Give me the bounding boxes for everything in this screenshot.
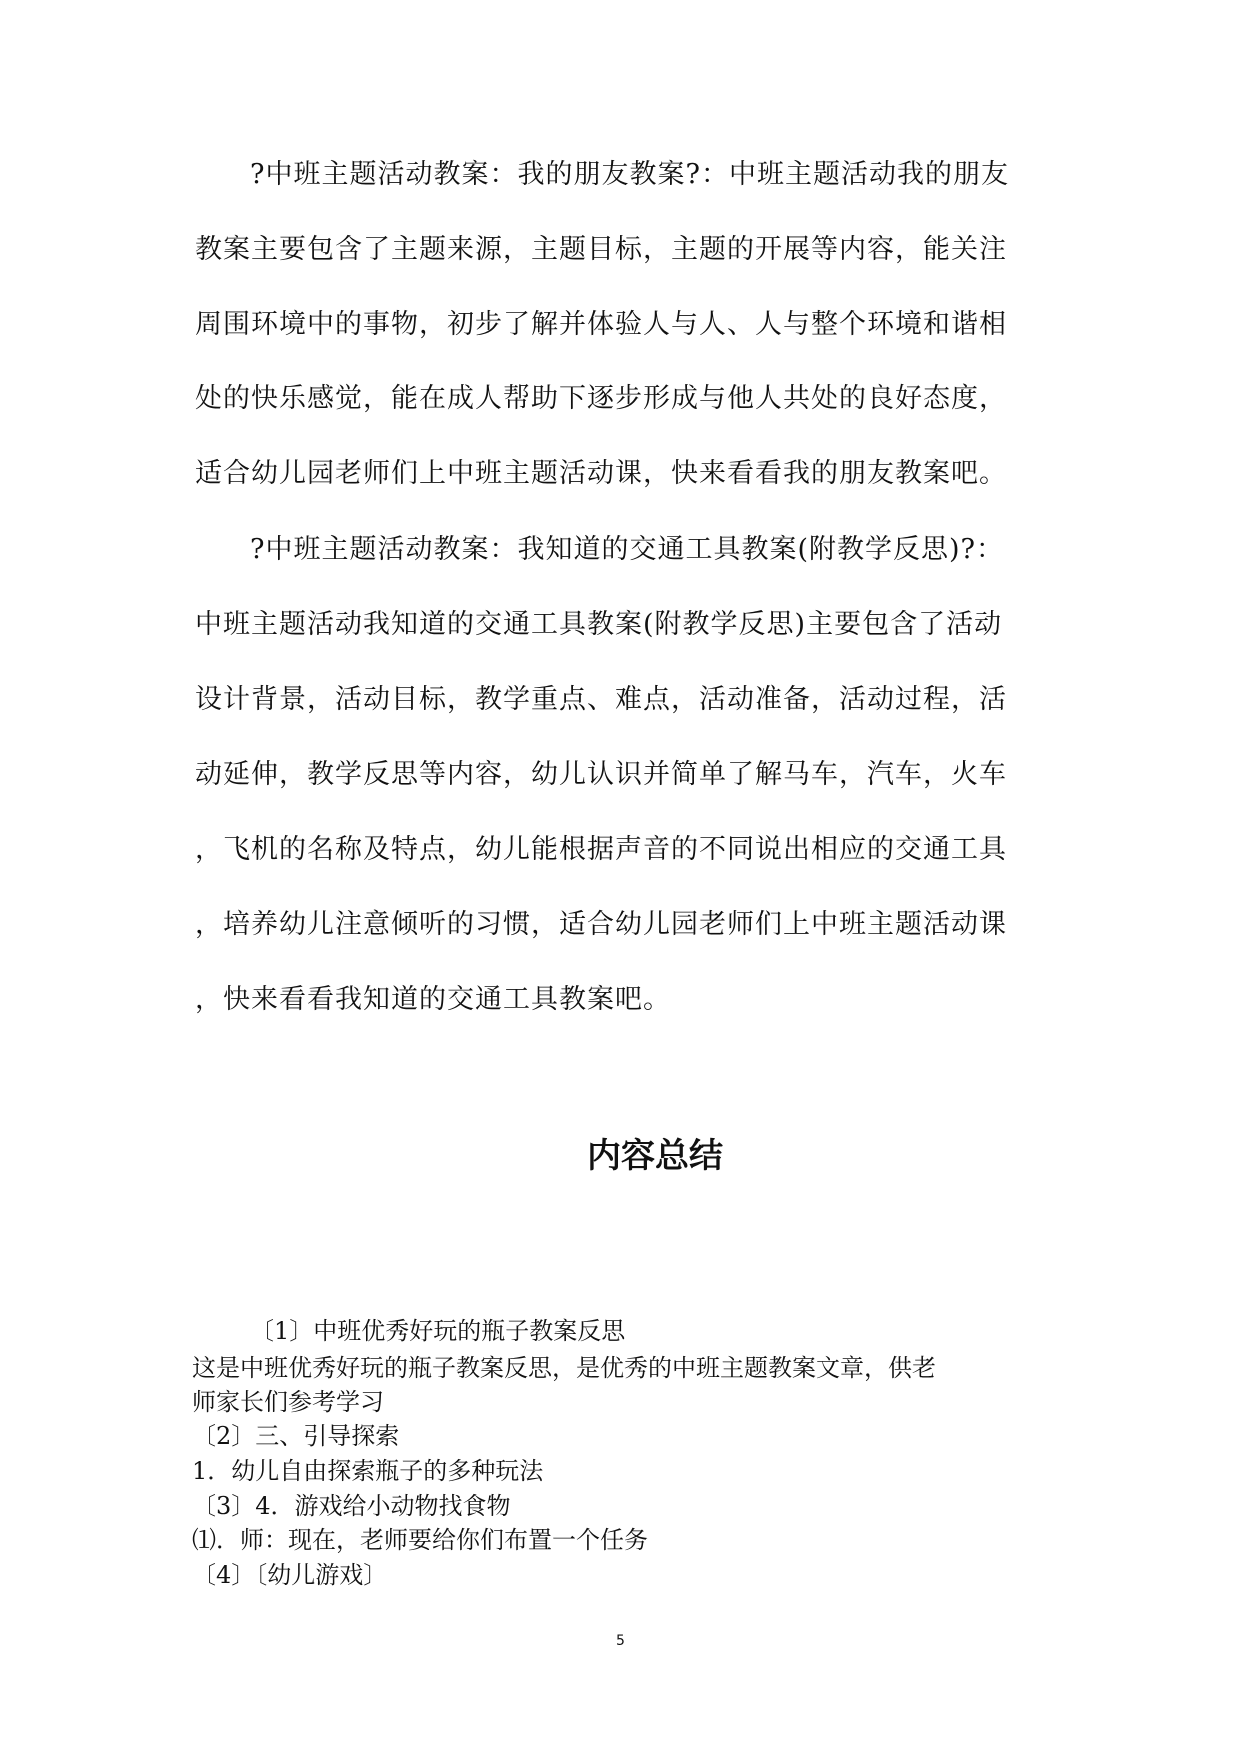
paragraph-2-line-4: 动延伸，教学反思等内容，幼儿认识并简单了解马车，汽车，火车 bbox=[195, 759, 1007, 790]
page-number: 5 bbox=[616, 1633, 625, 1649]
paragraph-2-line-6: ，培养幼儿注意倾听的习惯，适合幼儿园老师们上中班主题活动课 bbox=[195, 909, 1007, 940]
summary-line-7: ⑴．师：现在，老师要给你们布置一个任务 bbox=[192, 1526, 648, 1554]
summary-line-2: 这是中班优秀好玩的瓶子教案反思，是优秀的中班主题教案文章，供老 bbox=[192, 1354, 936, 1382]
paragraph-1-line-4: 处的快乐感觉，能在成人帮助下逐步形成与他人共处的良好态度， bbox=[195, 383, 1007, 414]
paragraph-1-line-5: 适合幼儿园老师们上中班主题活动课，快来看看我的朋友教案吧。 bbox=[195, 458, 1007, 489]
paragraph-2-line-2: 中班主题活动我知道的交通工具教案(附教学反思)主要包含了活动 bbox=[195, 609, 1003, 640]
summary-line-6: 〔3〕4．游戏给小动物找食物 bbox=[192, 1492, 511, 1520]
summary-line-3: 师家长们参考学习 bbox=[192, 1388, 384, 1416]
summary-line-4: 〔2〕三、引导探索 bbox=[192, 1422, 400, 1450]
paragraph-2-line-7: ，快来看看我知道的交通工具教案吧。 bbox=[195, 984, 671, 1015]
paragraph-2-line-3: 设计背景，活动目标，教学重点、难点，活动准备，活动过程，活 bbox=[195, 684, 1007, 715]
paragraph-2-line-1: ?中班主题活动教案：我知道的交通工具教案(附教学反思)?： bbox=[250, 534, 1005, 565]
summary-line-8: 〔4〕〔幼儿游戏〕 bbox=[192, 1561, 388, 1589]
paragraph-1-line-1: ?中班主题活动教案：我的朋友教案?：中班主题活动我的朋友 bbox=[250, 159, 1009, 190]
paragraph-1-line-2: 教案主要包含了主题来源，主题目标，主题的开展等内容，能关注 bbox=[195, 234, 1007, 265]
summary-line-5: 1．幼儿自由探索瓶子的多种玩法 bbox=[192, 1457, 544, 1485]
summary-title: 内容总结 bbox=[587, 1136, 723, 1176]
summary-line-1: 〔1〕中班优秀好玩的瓶子教案反思 bbox=[250, 1317, 626, 1345]
paragraph-1-line-3: 周围环境中的事物，初步了解并体验人与人、人与整个环境和谐相 bbox=[195, 309, 1007, 340]
paragraph-2-line-5: ，飞机的名称及特点，幼儿能根据声音的不同说出相应的交通工具 bbox=[195, 834, 1007, 865]
